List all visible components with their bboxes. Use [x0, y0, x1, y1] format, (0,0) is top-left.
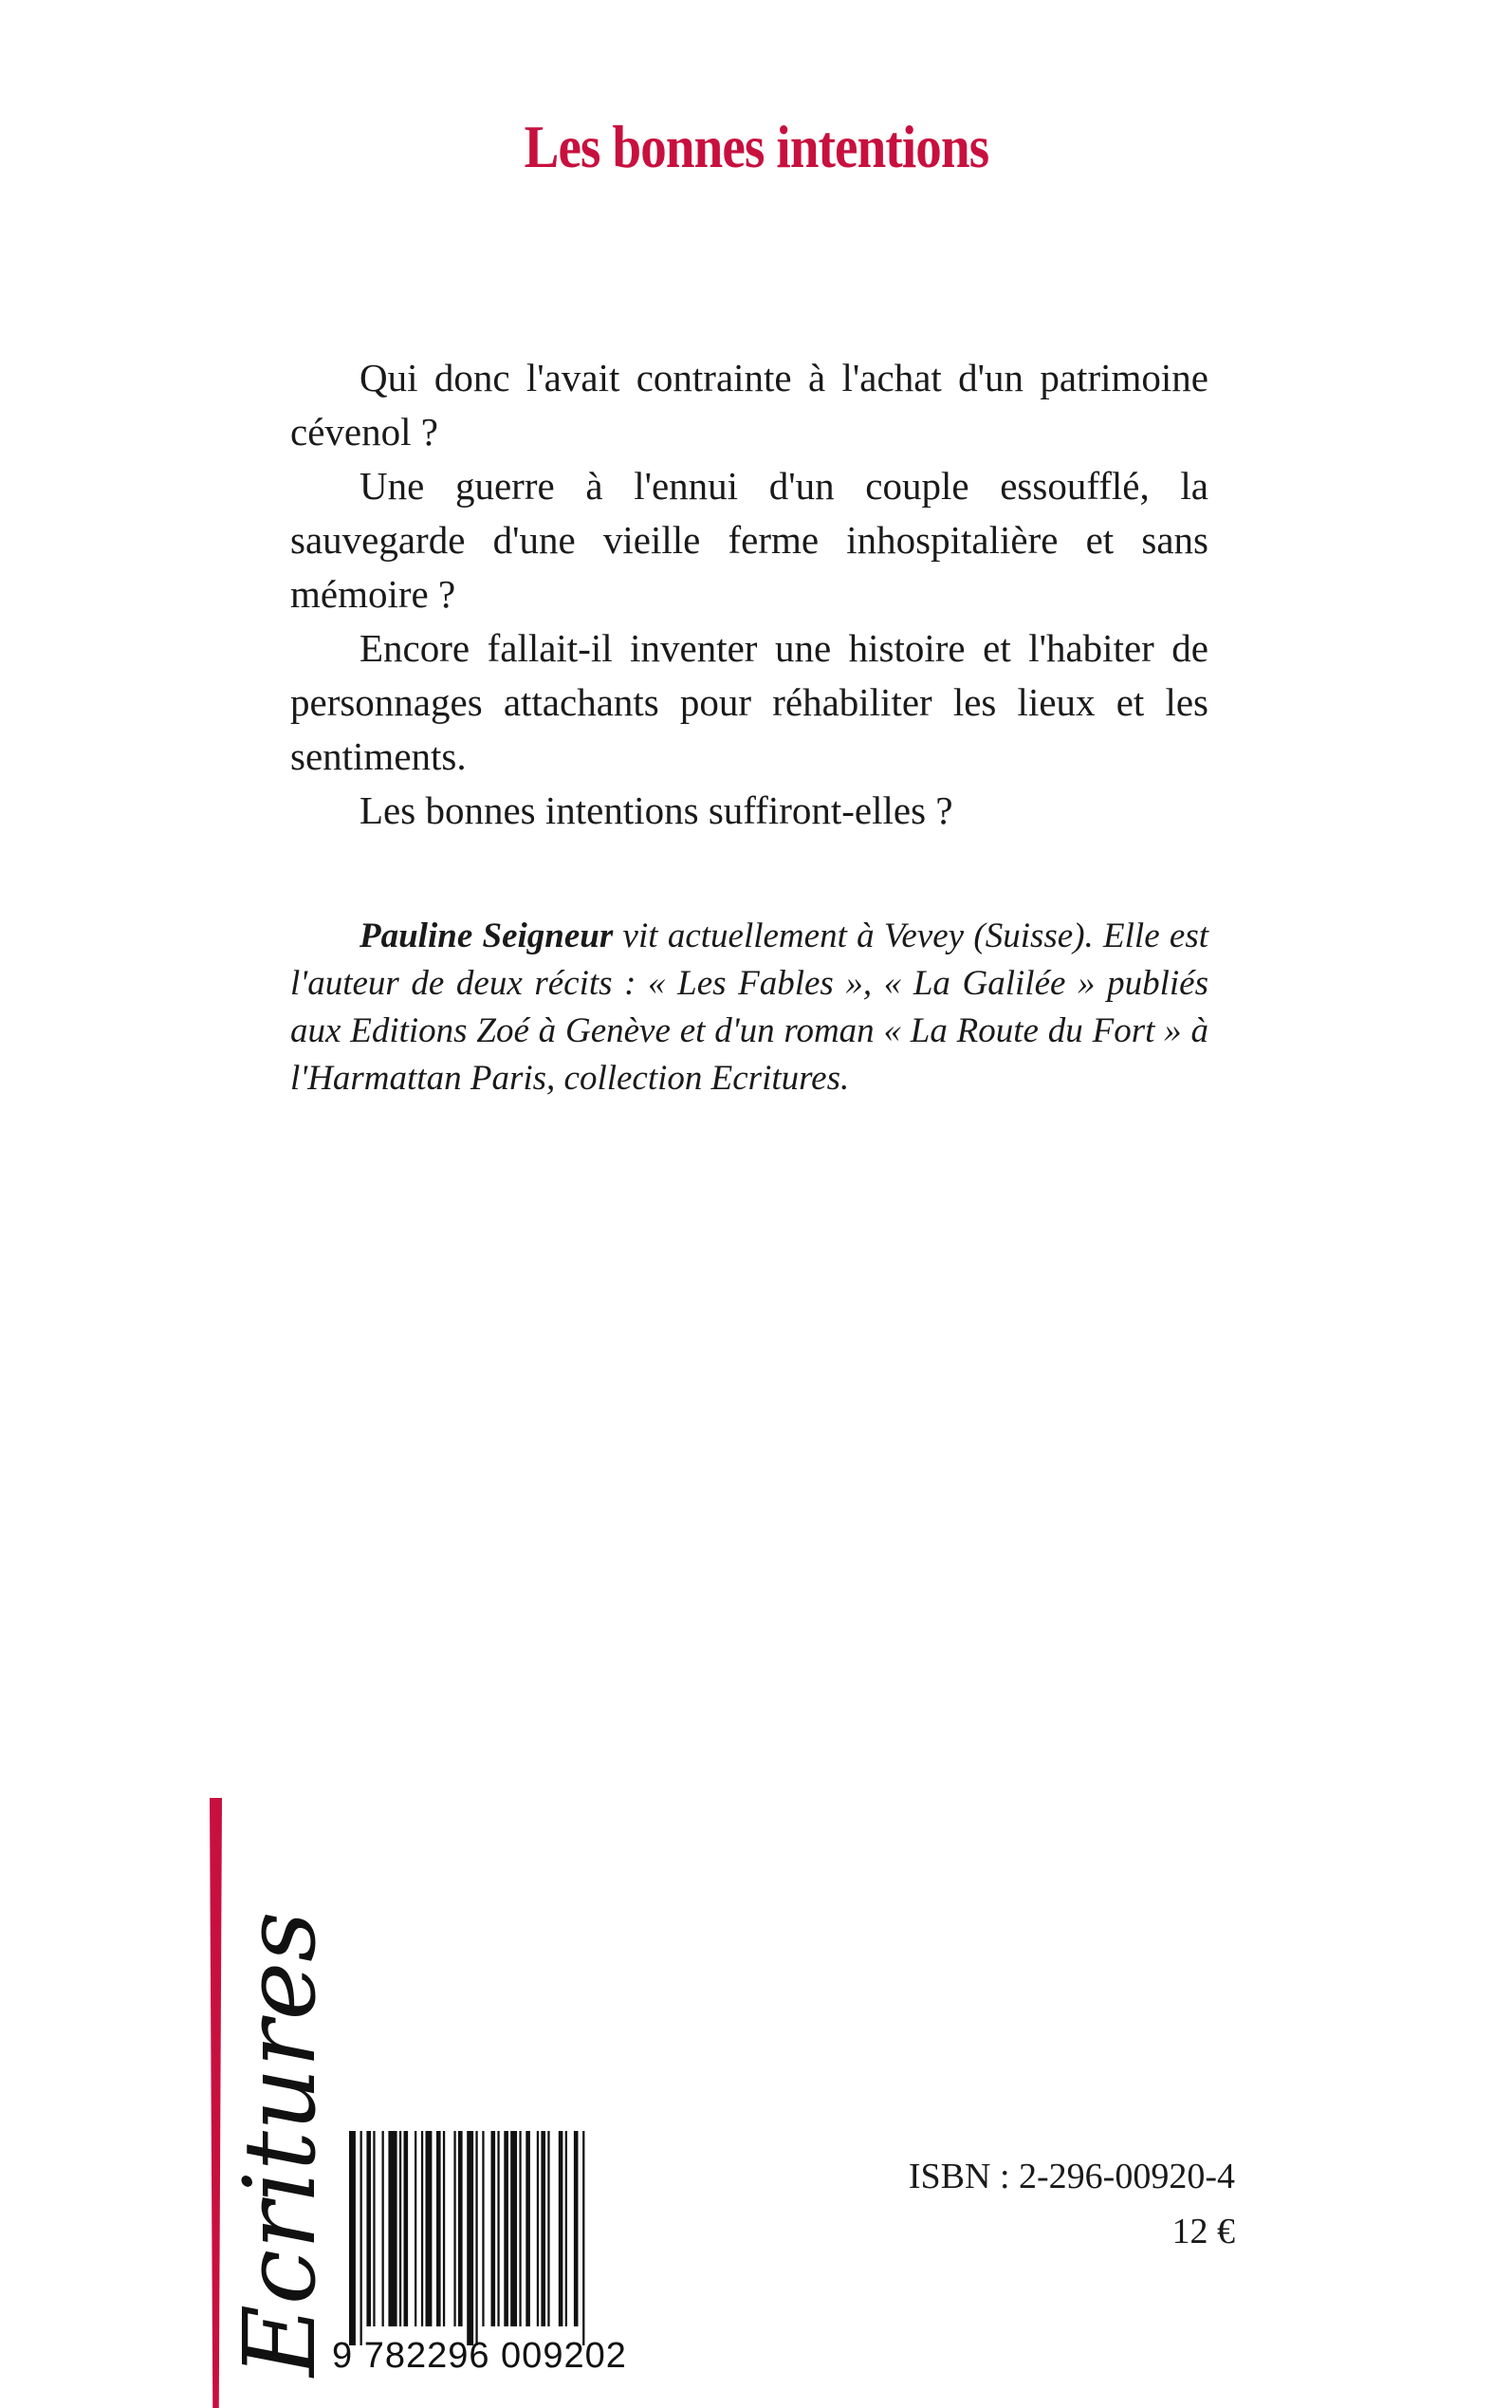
- blurb-paragraph: Qui donc l'avait contrainte à l'achat d'un patrimoine cévenol ?: [290, 356, 1208, 454]
- barcode-bar: [388, 2131, 396, 2326]
- author-bio: [290, 913, 1208, 1102]
- barcode-bar: [436, 2131, 441, 2326]
- barcode-bar: [399, 2131, 401, 2326]
- barcode: [332, 2131, 645, 2376]
- barcode-bar: [443, 2131, 445, 2326]
- barcode-bar: [458, 2131, 463, 2326]
- barcode-bar: [349, 2131, 356, 2345]
- barcode-bar: [491, 2131, 496, 2326]
- barcode-bar: [519, 2131, 521, 2326]
- barcode-bars: [332, 2131, 645, 2345]
- barcode-bar: [475, 2131, 477, 2345]
- barcode-bar: [504, 2131, 508, 2326]
- barcode-bar: [547, 2131, 549, 2326]
- back-cover-blurb: [290, 351, 1208, 838]
- barcode-bar: [467, 2131, 473, 2345]
- barcode-bar: [537, 2131, 539, 2326]
- collection-logo-bar: [210, 1798, 222, 2408]
- barcode-bar: [373, 2131, 375, 2326]
- barcode-bar: [453, 2131, 455, 2326]
- barcode-bar: [426, 2131, 433, 2326]
- barcode-bar: [565, 2131, 567, 2326]
- price: 12 €: [1171, 2212, 1235, 2251]
- blurb-paragraph: Encore fallait-il inventer une histoire et l'habiter de personnages attachants pour réhabiliter les lieux et les sentiments.: [290, 626, 1208, 778]
- barcode-bar: [582, 2131, 584, 2345]
- barcode-bar: [574, 2131, 579, 2326]
- collection-logo: Ecritures: [222, 1911, 338, 2377]
- barcode-bar: [415, 2131, 416, 2326]
- barcode-bar: [360, 2131, 362, 2345]
- barcode-bar: [510, 2131, 517, 2326]
- barcode-bar: [526, 2131, 530, 2326]
- author-bio-text: vit actuellement à Vevey (Suisse). Elle est l'auteur de deux récits : « Les Fables », « La Galilée » publiés aux Editions Zoé à Genève et d'un roman « La Route du Fort » à l'Harmattan Paris, collection Ecritures.: [290, 917, 1208, 1098]
- barcode-digits: 9 782296 009202: [332, 2336, 627, 2376]
- barcode-bar: [382, 2131, 384, 2326]
- barcode-bar: [541, 2131, 545, 2326]
- barcode-bar: [482, 2131, 484, 2326]
- barcode-bar: [366, 2131, 371, 2326]
- barcode-bar: [497, 2131, 499, 2326]
- blurb-paragraph: Une guerre à l'ennui d'un couple essoufflé, la sauvegarde d'une vieille ferme inhospitalière et sans mémoire ?: [290, 464, 1208, 616]
- isbn: ISBN : 2-296-00920-4: [908, 2157, 1235, 2196]
- blurb-paragraph: Les bonnes intentions suffiront-elles ?: [360, 788, 953, 832]
- barcode-bar: [421, 2131, 423, 2326]
- barcode-bar: [404, 2131, 409, 2326]
- book-title: Les bonnes intentions: [524, 113, 989, 180]
- barcode-bar: [559, 2131, 563, 2326]
- author-name: Pauline Seigneur: [360, 917, 614, 955]
